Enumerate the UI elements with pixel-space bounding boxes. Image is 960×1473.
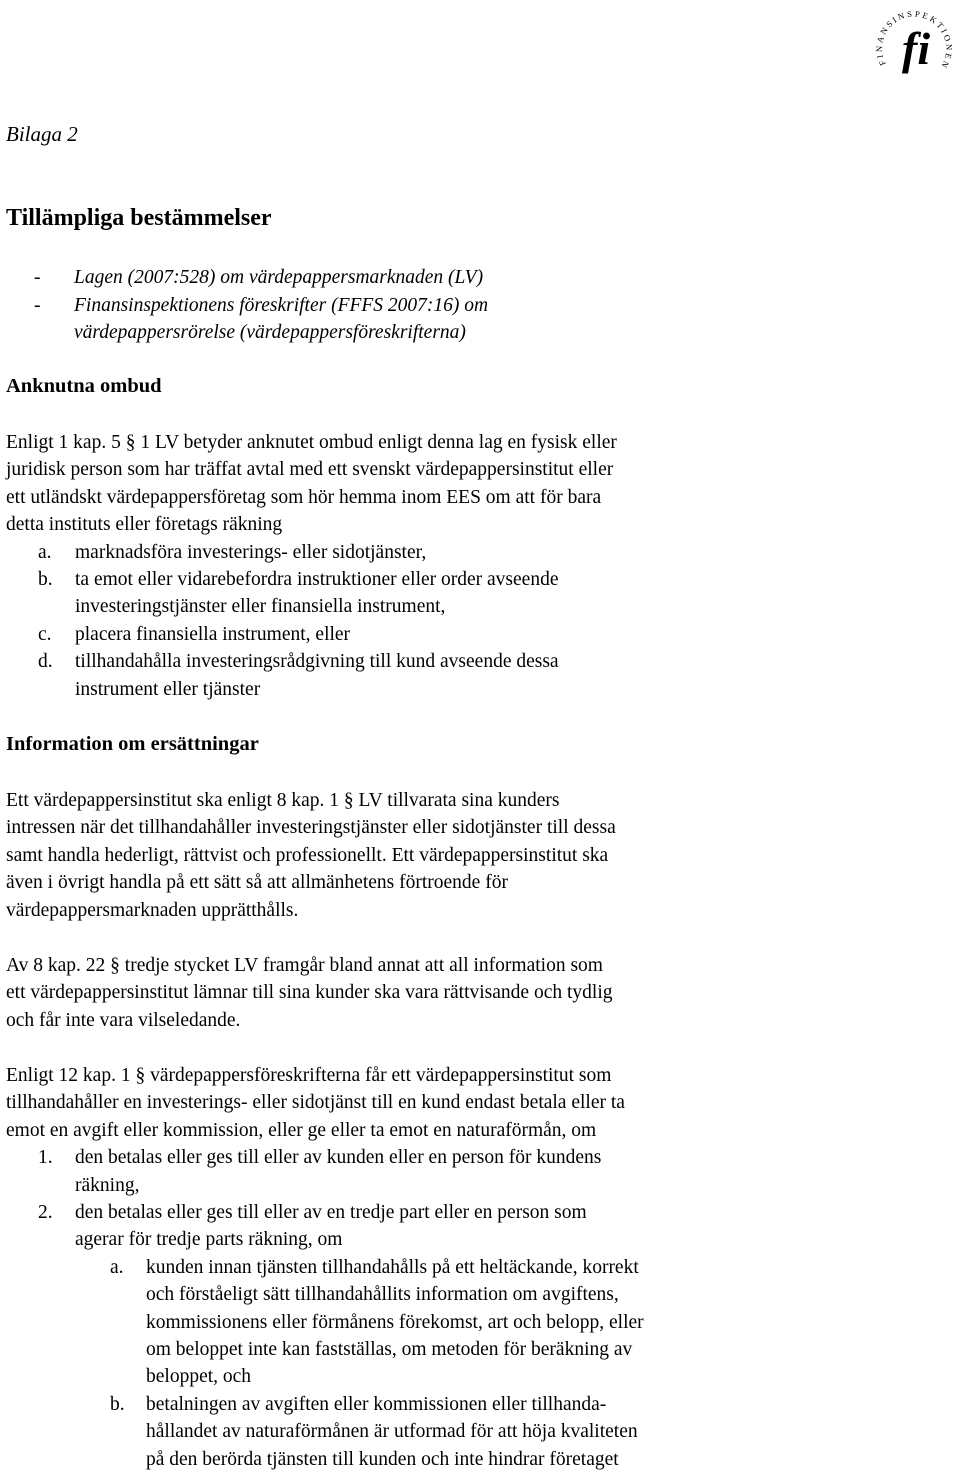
sub-list-line: beloppet, och bbox=[146, 1366, 252, 1388]
paragraph-line: juridisk person som har träffat avtal med ett svenskt värdepappersinstitut eller bbox=[6, 459, 614, 481]
numbered-line: den betalas eller ges till eller av en tredje part eller en person som bbox=[75, 1202, 587, 1224]
list-item bbox=[6, 566, 617, 621]
list-marker: b. bbox=[38, 569, 53, 591]
sub-list-marker: a. bbox=[110, 1256, 124, 1278]
numbered-line: agerar för tredje parts räkning, om bbox=[75, 1229, 343, 1251]
law-line: Finansinspektionens föreskrifter (FFFS 2007:16) om bbox=[74, 294, 489, 316]
list-line: ta emot eller vidarebefordra instruktioner eller order avseende bbox=[75, 569, 559, 591]
law-item bbox=[34, 292, 488, 347]
section1-body bbox=[6, 429, 617, 703]
sub-list-item bbox=[6, 1391, 644, 1473]
numbered-line: räkning, bbox=[75, 1174, 140, 1196]
paragraph-line: värdepappersmarknaden upprätthålls. bbox=[6, 899, 299, 921]
section-heading-information-om-ersattningar: Information om ersättningar bbox=[6, 733, 259, 755]
numbered-marker: 2. bbox=[38, 1202, 53, 1224]
list-item bbox=[6, 621, 617, 648]
paragraph-line: detta instituts eller företags räkning bbox=[6, 514, 283, 536]
sub-list-item bbox=[6, 1254, 644, 1391]
paragraph-line: samt handla hederligt, rättvist och professionellt. Ett värdepappersinstitut ska bbox=[6, 844, 609, 866]
paragraph-line: intressen när det tillhandahåller investeringstjänster eller sidotjänster till dessa bbox=[6, 817, 616, 839]
list-line: marknadsföra investerings- eller sidotjänster, bbox=[75, 541, 427, 563]
paragraph-line: Enligt 1 kap. 5 § 1 LV betyder anknutet ombud enligt denna lag en fysisk eller bbox=[6, 432, 617, 453]
dash-marker: - bbox=[34, 294, 41, 316]
list-line: instrument eller tjänster bbox=[75, 678, 261, 700]
section2-paragraph-1 bbox=[6, 787, 616, 924]
list-line: tillhandahålla investeringsrådgivning till kund avseende dessa bbox=[75, 651, 559, 673]
section-heading-anknutna-ombud: Anknutna ombud bbox=[6, 375, 162, 397]
law-line: Lagen (2007:528) om värdepappersmarknaden (LV) bbox=[74, 267, 484, 288]
annex-label: Bilaga 2 bbox=[6, 122, 78, 146]
section2-paragraph-2 bbox=[6, 952, 613, 1034]
dash-marker: - bbox=[34, 267, 41, 288]
list-marker: d. bbox=[38, 651, 53, 673]
sub-list-line: kommissionens eller förmånens förekomst, art och belopp, eller bbox=[146, 1311, 644, 1333]
sub-list-marker: b. bbox=[110, 1393, 125, 1415]
page-title: Tillämpliga bestämmelser bbox=[6, 205, 272, 231]
list-marker: a. bbox=[38, 541, 52, 563]
paragraph-line: även i övrigt handla på ett sätt så att allmänhetens förtroende för bbox=[6, 872, 508, 894]
paragraph-line: tillhandahåller en investerings- eller sidotjänst till en kund endast betala eller ta bbox=[6, 1092, 625, 1114]
numbered-item bbox=[6, 1144, 644, 1199]
list-item bbox=[6, 539, 617, 566]
paragraph-line: Enligt 12 kap. 1 § värdepappersföreskrifterna får ett värdepappersinstitut som bbox=[6, 1065, 612, 1086]
logo-monogram: fi bbox=[902, 23, 931, 74]
paragraph-line: Ett värdepappersinstitut ska enligt 8 kap. 1 § LV tillvarata sina kunders bbox=[6, 790, 560, 811]
paragraph-line: emot en avgift eller kommission, eller ge eller ta emot en naturaförmån, om bbox=[6, 1119, 597, 1141]
sub-list-line: betalningen av avgiften eller kommissionen eller tillhanda- bbox=[146, 1393, 607, 1415]
list-item bbox=[6, 648, 617, 703]
sub-list-line: om beloppet inte kan fastställas, om metoden för beräkning av bbox=[146, 1339, 633, 1361]
numbered-marker: 1. bbox=[38, 1147, 53, 1169]
paragraph-line: ett värdepappersinstitut lämnar till sina kunder ska vara rättvisande och tydlig bbox=[6, 982, 613, 1004]
section2-paragraph-3 bbox=[6, 1062, 644, 1473]
numbered-item bbox=[6, 1199, 644, 1254]
paragraph-line: ett utländskt värdepappersföretag som hör hemma inom EES om att för bara bbox=[6, 486, 602, 508]
law-line: värdepappersrörelse (värdepappersföreskrifterna) bbox=[74, 322, 466, 343]
list-marker: c. bbox=[38, 623, 52, 645]
law-list bbox=[34, 264, 488, 347]
fi-logo bbox=[874, 2, 958, 86]
law-item bbox=[34, 264, 488, 292]
sub-list-line: hållandet av naturaförmånen är utformad för att höja kvaliteten bbox=[146, 1421, 638, 1443]
logo-ring-text: FINANSINSPEKTIONEN bbox=[874, 8, 955, 72]
list-line: investeringstjänster eller finansiella instrument, bbox=[75, 596, 446, 618]
paragraph-line: Av 8 kap. 22 § tredje stycket LV framgår bland annat att all information som bbox=[6, 955, 603, 976]
paragraph-line: och får inte vara vilseledande. bbox=[6, 1009, 241, 1031]
sub-list-line: kunden innan tjänsten tillhandahålls på ett heltäckande, korrekt bbox=[146, 1256, 639, 1278]
sub-list-line: och förståeligt sätt tillhandahållits information om avgiftens, bbox=[146, 1284, 619, 1306]
sub-list-line: på den berörda tjänsten till kunden och inte hindrar företaget bbox=[146, 1448, 619, 1470]
numbered-line: den betalas eller ges till eller av kunden eller en person för kundens bbox=[75, 1147, 602, 1169]
list-line: placera finansiella instrument, eller bbox=[75, 623, 351, 645]
